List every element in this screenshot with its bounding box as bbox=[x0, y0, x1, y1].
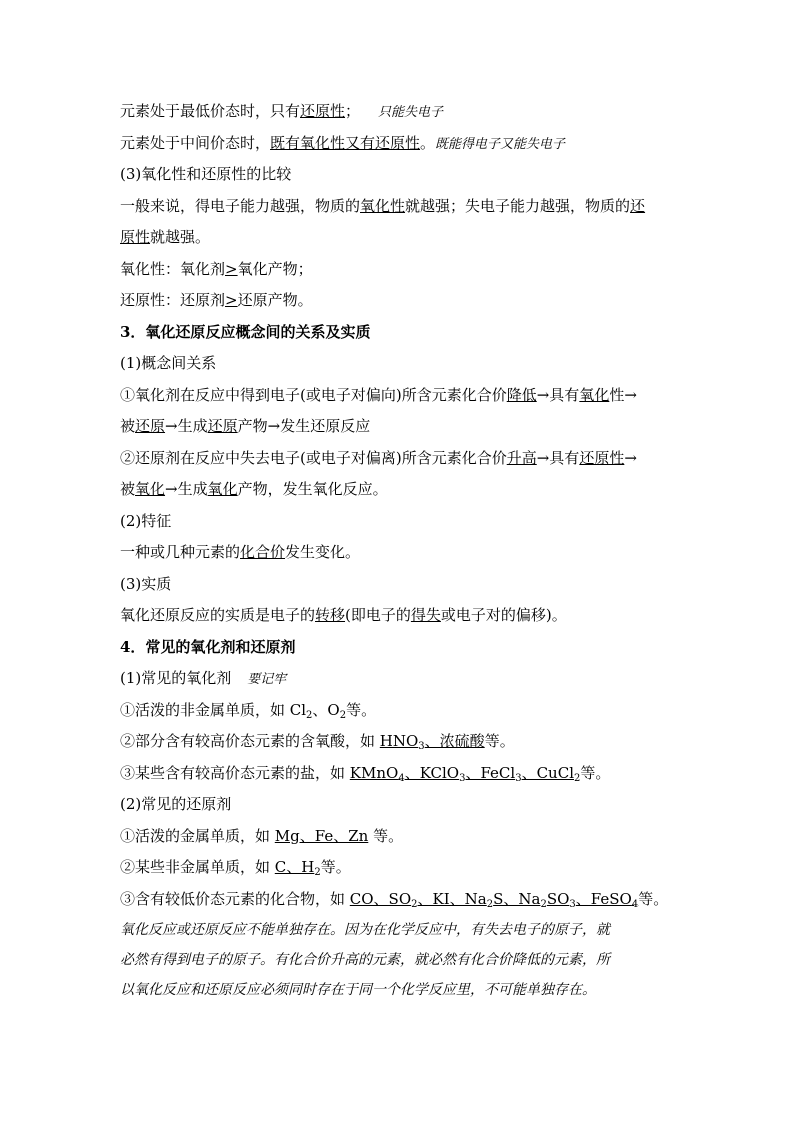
text: 或电子对的偏移)。 bbox=[440, 606, 567, 624]
line-essence bbox=[120, 605, 567, 625]
underlined-answer: 还原性 bbox=[300, 102, 346, 120]
text: ②部分含有较高价态元素的含氧酸，如 bbox=[120, 732, 380, 750]
underlined-answer: 还原 bbox=[207, 417, 238, 435]
text: →生成 bbox=[165, 417, 208, 435]
text: 氧化还原反应的实质是电子的 bbox=[120, 606, 316, 624]
line-oxidant-nonmetals bbox=[120, 700, 376, 720]
text: 还原性：还原剂 bbox=[120, 291, 226, 309]
text: 等。 bbox=[368, 827, 404, 845]
text: CO、SO bbox=[349, 890, 412, 908]
underlined-answer: 还原性 bbox=[579, 449, 625, 467]
text: 、O bbox=[312, 701, 340, 719]
text: 。 bbox=[420, 134, 436, 152]
underlined-answer: 降低 bbox=[506, 386, 537, 404]
text: 一般来说，得电子能力越强，物质的 bbox=[120, 197, 361, 215]
text: 被 bbox=[120, 480, 136, 498]
text: KMnO bbox=[349, 764, 399, 782]
subscript: 4 bbox=[631, 899, 639, 910]
line-oxidant-acids bbox=[120, 731, 515, 751]
handwritten-note-line-2: 必然有得到电子的原子。有化合价升高的元素，就必然有化合价降低的元素，所 bbox=[120, 952, 610, 968]
subscript: 2 bbox=[306, 710, 313, 721]
text: 氧化产物； bbox=[237, 260, 313, 278]
subscript: 3 bbox=[459, 773, 466, 784]
section-heading-3: 3．氧化还原反应概念间的关系及实质 bbox=[120, 323, 371, 341]
text: 等。 bbox=[638, 890, 669, 908]
subheading-feature: (2)特征 bbox=[120, 512, 172, 530]
subheading-relations: (1)概念间关系 bbox=[120, 354, 217, 372]
text: ②某些非金属单质，如 bbox=[120, 858, 275, 876]
line-oxidant-salts bbox=[120, 763, 610, 783]
line-reductant-chain bbox=[120, 448, 637, 468]
underlined-answer: 转移 bbox=[315, 606, 346, 624]
line-oxidizing-order bbox=[120, 259, 313, 279]
text: 就越强；失电子能力越强，物质的 bbox=[405, 197, 631, 215]
text: 等。 bbox=[484, 732, 515, 750]
line-reductant-nonmetals bbox=[120, 857, 351, 877]
line-reducing-order bbox=[120, 290, 313, 310]
text: S、Na bbox=[493, 890, 541, 908]
text: 、FeSO bbox=[575, 890, 632, 908]
subscript: 2 bbox=[314, 867, 321, 878]
line-reductant-chain-cont bbox=[120, 479, 388, 499]
underlined-answer: 氧化 bbox=[135, 480, 166, 498]
underlined-answer bbox=[350, 764, 581, 782]
text: 、KI、Na bbox=[417, 890, 487, 908]
line-reductant-metals bbox=[120, 826, 403, 846]
text: (即电子的 bbox=[345, 606, 411, 624]
text: ①活泼的非金属单质，如 Cl bbox=[120, 701, 307, 719]
text: →具有 bbox=[536, 449, 580, 467]
handwritten-note: 只能失电子 bbox=[378, 105, 444, 120]
handwritten-note-line-3: 以氧化反应和还原反应必须同时存在于同一个化学反应里，不可能单独存在。 bbox=[120, 982, 596, 998]
underlined-answer: 还原 bbox=[135, 417, 166, 435]
underlined-answer: > bbox=[225, 260, 238, 278]
line-general-rule bbox=[120, 196, 645, 216]
text: → bbox=[624, 449, 637, 467]
subscript: 2 bbox=[540, 899, 547, 910]
subheading-oxidants bbox=[120, 668, 286, 690]
line-general-rule-cont bbox=[120, 227, 210, 247]
text: ①氧化剂在反应中得到电子(或电子对偏向)所含元素化合价 bbox=[120, 386, 507, 404]
subscript: 2 bbox=[486, 899, 494, 910]
text: ； bbox=[345, 102, 361, 120]
handwritten-note: 既能得电子又能失电子 bbox=[435, 137, 566, 152]
underlined-answer bbox=[275, 858, 321, 876]
text: ②还原剂在反应中失去电子(或电子对偏离)所含元素化合价 bbox=[120, 449, 507, 467]
underlined-answer: 化合价 bbox=[240, 543, 286, 561]
text: 还原产物。 bbox=[237, 291, 313, 309]
text: 等。 bbox=[346, 701, 377, 719]
text: 元素处于最低价态时，只有 bbox=[120, 102, 301, 120]
underlined-answer: 氧化性 bbox=[360, 197, 406, 215]
subheading-compare: (3)氧化性和还原性的比较 bbox=[120, 165, 292, 183]
underlined-answer: 还 bbox=[630, 197, 646, 215]
line-oxidant-chain-cont bbox=[120, 416, 370, 436]
text: ③某些含有较高价态元素的盐，如 bbox=[120, 764, 350, 782]
line-feature bbox=[120, 542, 360, 562]
text: 、KClO bbox=[404, 764, 460, 782]
text: 、浓硫酸 bbox=[424, 732, 485, 750]
text: 、CuCl bbox=[521, 764, 574, 782]
text: 氧化性：氧化剂 bbox=[120, 260, 226, 278]
text: 产物→发生还原反应 bbox=[237, 417, 371, 435]
text: (1)常见的氧化剂 bbox=[120, 669, 232, 687]
text: ③含有较低价态元素的化合物，如 bbox=[120, 890, 350, 908]
text: 被 bbox=[120, 417, 136, 435]
underlined-answer: 原性 bbox=[120, 228, 151, 246]
subscript: 2 bbox=[411, 899, 418, 910]
text: 、FeCl bbox=[465, 764, 516, 782]
text: 产物，发生氧化反应。 bbox=[237, 480, 388, 498]
text: 性→ bbox=[609, 386, 637, 404]
line-oxidant-chain bbox=[120, 385, 637, 405]
underlined-answer bbox=[350, 890, 638, 908]
text: →具有 bbox=[536, 386, 580, 404]
subscript: 3 bbox=[515, 773, 522, 784]
subscript: 2 bbox=[574, 773, 581, 784]
text: 一种或几种元素的 bbox=[120, 543, 241, 561]
line-middle-valence bbox=[120, 133, 565, 155]
handwritten-note: 要记牢 bbox=[247, 672, 287, 687]
text: SO bbox=[546, 890, 570, 908]
underlined-answer: 得失 bbox=[410, 606, 441, 624]
underlined-answer bbox=[380, 732, 485, 750]
text: ①活泼的金属单质，如 bbox=[120, 827, 275, 845]
section-heading-4: 4．常见的氧化剂和还原剂 bbox=[120, 638, 296, 656]
text: C、H bbox=[274, 858, 315, 876]
text: HNO bbox=[379, 732, 419, 750]
underlined-answer: Mg、Fe、Zn bbox=[274, 827, 369, 845]
subheading-reductants: (2)常见的还原剂 bbox=[120, 795, 232, 813]
handwritten-note-line-1: 氧化反应或还原反应不能单独存在。因为在化学反应中，有失去电子的原子，就 bbox=[120, 922, 610, 938]
subscript: 3 bbox=[418, 741, 425, 752]
text: 就越强。 bbox=[150, 228, 211, 246]
underlined-answer: 既有氧化性又有还原性 bbox=[270, 134, 421, 152]
line-lowest-valence bbox=[120, 101, 443, 123]
subscript: 3 bbox=[569, 899, 576, 910]
line-reductant-compounds bbox=[120, 889, 668, 909]
subheading-essence: (3)实质 bbox=[120, 575, 172, 593]
subscript: 4 bbox=[398, 773, 405, 784]
text: 等。 bbox=[580, 764, 611, 782]
underlined-answer: 氧化 bbox=[579, 386, 610, 404]
text: →生成 bbox=[165, 480, 208, 498]
text: 发生变化。 bbox=[285, 543, 361, 561]
text: 元素处于中间价态时， bbox=[120, 134, 271, 152]
subscript: 2 bbox=[339, 710, 347, 721]
underlined-answer: 氧化 bbox=[207, 480, 238, 498]
underlined-answer: > bbox=[225, 291, 238, 309]
text: 等。 bbox=[320, 858, 351, 876]
underlined-answer: 升高 bbox=[506, 449, 537, 467]
